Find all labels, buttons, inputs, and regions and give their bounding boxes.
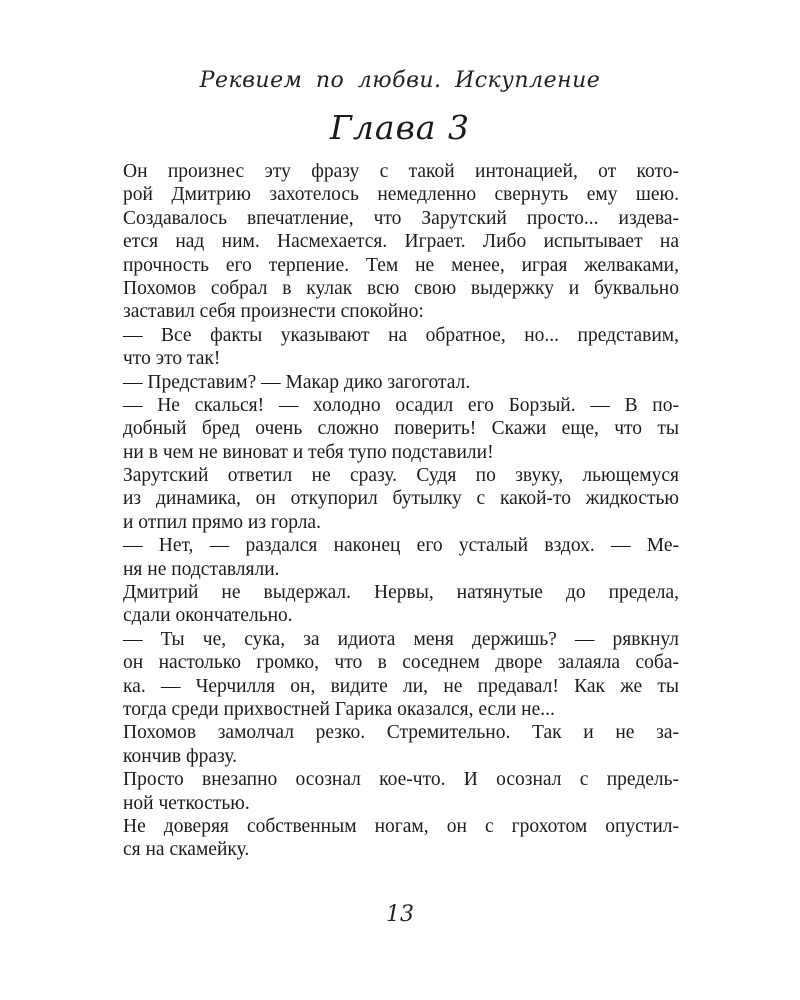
text-line: — Представим? — Макар дико загоготал.	[123, 371, 471, 393]
text-line: Создавалось впечатление, что Зарутский просто... издева-	[123, 207, 679, 229]
text-line: прочность его терпение. Тем не менее, играя желваками,	[123, 254, 679, 276]
text-line: Похомов замолчал резко. Стремительно. Так и не за-	[123, 722, 679, 744]
text-line: ни в чем не виноват и тебя тупо подставили!	[123, 441, 494, 463]
text-line: Похомов собрал в кулак всю свою выдержку и буквально	[123, 277, 679, 299]
text-line: рой Дмитрию захотелось немедленно свернуть ему шею.	[123, 184, 679, 206]
text-line: Не доверяя собственным ногам, он с грохотом опустил-	[123, 815, 679, 837]
text-line: тогда среди прихвостней Гарика оказался, если не...	[123, 698, 555, 720]
text-line: — Ты че, сука, за идиота меня держишь? — рявкнул	[123, 628, 679, 650]
text-line: Зарутский ответил не сразу. Судя по звуку, льющемуся	[123, 465, 679, 487]
text-line: Дмитрий не выдержал. Нервы, натянутые до предела,	[123, 582, 679, 604]
text-line: добный бред очень сложно поверить! Скажи еще, что ты	[123, 418, 679, 440]
text-line: ня не подставляли.	[123, 558, 280, 580]
text-line: — Нет, — раздался наконец его усталый вздох. — Ме-	[123, 535, 679, 557]
text-line: Он произнес эту фразу с такой интонацией, от кото-	[123, 161, 679, 182]
body-text	[123, 160, 679, 862]
page-number: 13	[386, 902, 414, 927]
text-line: что это так!	[123, 348, 221, 370]
text-line: и отпил прямо из горла.	[123, 511, 321, 533]
chapter-title: Глава 3	[330, 108, 470, 147]
text-line: он настолько громко, что в соседнем дворе залаяла соба-	[123, 652, 679, 674]
text-line: заставил себя произнести спокойно:	[123, 301, 424, 323]
text-line: Просто внезапно осознал кое-что. И осознал с предель-	[123, 769, 679, 791]
text-line: ется над ним. Насмехается. Играет. Либо испытывает на	[123, 231, 679, 253]
text-line: — Не скалься! — холодно осадил его Борзый. — В по-	[123, 394, 679, 416]
text-line: ся на скамейку.	[123, 839, 250, 861]
text-line: ка. — Черчилля он, видите ли, не предавал! Как же ты	[123, 675, 679, 697]
running-head: Реквием по любви. Искупление	[199, 68, 601, 93]
text-line: из динамика, он откупорил бутылку с какой-то жидкостью	[123, 488, 679, 510]
text-line: ной четкостью.	[123, 792, 250, 814]
text-line: — Все факты указывают на обратное, но... представим,	[123, 324, 679, 346]
text-line: кончив фразу.	[123, 745, 238, 767]
text-line: сдали окончательно.	[123, 605, 293, 627]
